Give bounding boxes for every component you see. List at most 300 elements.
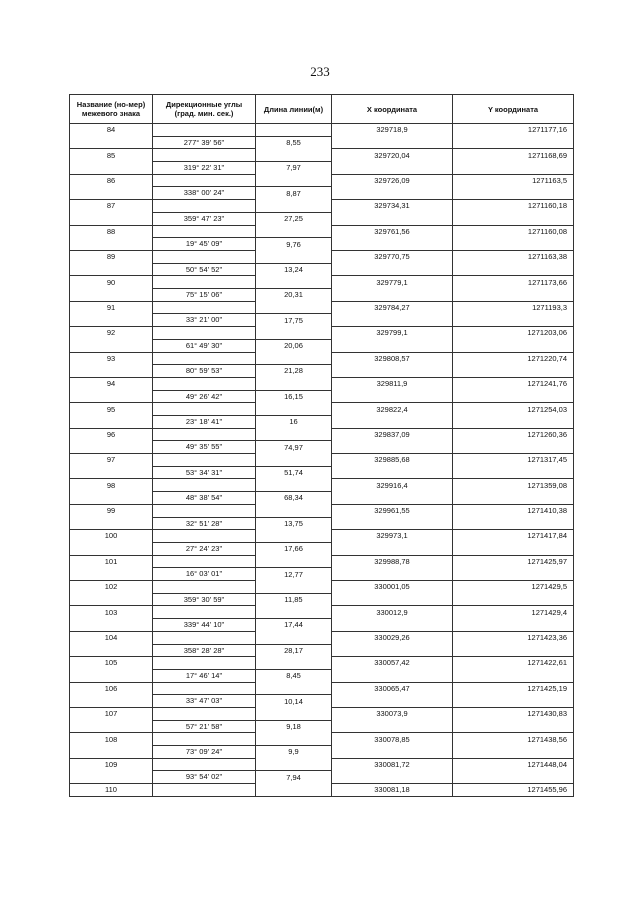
empty-cell [332,238,453,251]
point-name-cell: 102 [70,581,153,594]
empty-cell [70,314,153,327]
empty-cell [332,263,453,276]
table-row-point [70,352,574,365]
page-number: 233 [310,64,330,79]
empty-cell [70,136,153,149]
empty-cell [332,390,453,403]
line-length-cell: 68,34 [256,492,332,505]
table-row-point [70,200,574,213]
empty-cell [153,657,256,670]
empty-cell [453,466,574,479]
table-row-point [70,530,574,543]
x-coordinate-cell: 330073,9 [332,707,453,720]
empty-cell [256,733,332,746]
empty-cell [453,212,574,225]
empty-cell [453,365,574,378]
empty-cell [153,504,256,517]
empty-cell [256,784,332,797]
empty-cell [153,479,256,492]
point-name-cell: 97 [70,454,153,467]
direction-angle-cell: 49° 26' 42" [153,390,256,403]
table-row-point [70,403,574,416]
empty-cell [153,758,256,771]
empty-cell [332,517,453,530]
y-coordinate-cell: 1271417,84 [453,530,574,543]
empty-cell [153,124,256,137]
table-row-segment [70,517,574,530]
x-coordinate-cell: 329770,75 [332,250,453,263]
empty-cell [332,339,453,352]
table-row-point [70,377,574,390]
empty-cell [70,466,153,479]
empty-cell [332,619,453,632]
line-length-cell: 21,28 [256,365,332,378]
empty-cell [70,441,153,454]
empty-cell [70,746,153,759]
x-coordinate-cell: 329808,57 [332,352,453,365]
empty-cell [70,695,153,708]
x-coordinate-cell: 329718,9 [332,124,453,137]
table-row-segment [70,669,574,682]
line-length-cell: 16 [256,415,332,428]
direction-angle-cell: 359° 47' 23" [153,212,256,225]
empty-cell [453,492,574,505]
empty-cell [453,263,574,276]
y-coordinate-cell: 1271425,19 [453,682,574,695]
point-name-cell: 95 [70,403,153,416]
line-length-cell: 28,17 [256,644,332,657]
line-length-cell: 74,97 [256,441,332,454]
empty-cell [256,250,332,263]
x-coordinate-cell: 330012,9 [332,606,453,619]
table-row-point [70,276,574,289]
empty-cell [153,149,256,162]
direction-angle-cell: 57° 21' 58" [153,720,256,733]
table-row-segment [70,212,574,225]
point-name-cell: 106 [70,682,153,695]
x-coordinate-cell: 329779,1 [332,276,453,289]
direction-angle-cell: 53° 34' 31" [153,466,256,479]
header-x-coordinate: X координата [332,95,453,124]
direction-angle-cell: 48° 38' 54" [153,492,256,505]
empty-cell [453,542,574,555]
direction-angle-cell: 16° 03' 01" [153,568,256,581]
x-coordinate-cell: 330078,85 [332,733,453,746]
y-coordinate-cell: 1271448,04 [453,758,574,771]
point-name-cell: 109 [70,758,153,771]
x-coordinate-cell: 329916,4 [332,479,453,492]
y-coordinate-cell: 1271168,69 [453,149,574,162]
line-length-cell: 13,24 [256,263,332,276]
table-row-segment [70,441,574,454]
line-length-cell: 10,14 [256,695,332,708]
empty-cell [256,454,332,467]
empty-cell [453,162,574,175]
empty-cell [70,339,153,352]
line-length-cell: 16,15 [256,390,332,403]
empty-cell [256,301,332,314]
y-coordinate-cell: 1271438,56 [453,733,574,746]
point-name-cell: 105 [70,657,153,670]
table-row-point [70,682,574,695]
table-row-segment [70,492,574,505]
empty-cell [70,162,153,175]
table-row-point [70,631,574,644]
empty-cell [256,606,332,619]
empty-cell [256,657,332,670]
empty-cell [70,212,153,225]
empty-cell [70,263,153,276]
direction-angle-cell: 32° 51' 28" [153,517,256,530]
empty-cell [256,174,332,187]
point-name-cell: 110 [70,784,153,797]
boundary-coordinates-table [69,94,574,797]
empty-cell [332,542,453,555]
table-row-point [70,733,574,746]
y-coordinate-cell: 1271423,36 [453,631,574,644]
line-length-cell: 7,97 [256,162,332,175]
empty-cell [153,555,256,568]
point-name-cell: 84 [70,124,153,137]
table-row-point [70,149,574,162]
table-row-point [70,657,574,670]
table-row-point [70,479,574,492]
direction-angle-cell: 358° 28' 28" [153,644,256,657]
y-coordinate-cell: 1271241,76 [453,377,574,390]
y-coordinate-cell: 1271422,61 [453,657,574,670]
table-row-point [70,581,574,594]
y-coordinate-cell: 1271254,03 [453,403,574,416]
table-row-point [70,124,574,137]
empty-cell [453,187,574,200]
empty-cell [153,784,256,797]
direction-angle-cell: 75° 15' 06" [153,289,256,302]
empty-cell [70,289,153,302]
empty-cell [453,136,574,149]
x-coordinate-cell: 329761,56 [332,225,453,238]
y-coordinate-cell: 1271425,97 [453,555,574,568]
empty-cell [153,403,256,416]
x-coordinate-cell: 330029,26 [332,631,453,644]
x-coordinate-cell: 329822,4 [332,403,453,416]
empty-cell [70,771,153,784]
direction-angle-cell: 277° 39' 56" [153,136,256,149]
empty-cell [70,619,153,632]
table-row-segment [70,771,574,784]
empty-cell [332,669,453,682]
table-row-segment [70,289,574,302]
table-body [70,124,574,797]
empty-cell [153,454,256,467]
table-row-point [70,707,574,720]
empty-cell [70,365,153,378]
empty-cell [153,200,256,213]
table-row-segment [70,720,574,733]
line-length-cell: 7,94 [256,771,332,784]
empty-cell [256,631,332,644]
empty-cell [453,415,574,428]
y-coordinate-cell: 1271203,06 [453,327,574,340]
empty-cell [70,593,153,606]
x-coordinate-cell: 329726,09 [332,174,453,187]
line-length-cell: 17,66 [256,542,332,555]
empty-cell [453,568,574,581]
empty-cell [256,555,332,568]
point-name-cell: 107 [70,707,153,720]
direction-angle-cell: 319° 22' 31" [153,162,256,175]
line-length-cell: 17,75 [256,314,332,327]
table-row-segment [70,695,574,708]
y-coordinate-cell: 1271173,66 [453,276,574,289]
line-length-cell: 9,76 [256,238,332,251]
x-coordinate-cell: 329811,9 [332,377,453,390]
empty-cell [153,682,256,695]
direction-angle-cell: 50° 54' 52" [153,263,256,276]
empty-cell [332,771,453,784]
line-length-cell: 51,74 [256,466,332,479]
line-length-cell: 11,85 [256,593,332,606]
y-coordinate-cell: 1271455,96 [453,784,574,797]
empty-cell [332,212,453,225]
direction-angle-cell: 339° 44' 10" [153,619,256,632]
y-coordinate-cell: 1271160,08 [453,225,574,238]
empty-cell [332,162,453,175]
empty-cell [256,682,332,695]
empty-cell [256,403,332,416]
empty-cell [256,428,332,441]
empty-cell [70,720,153,733]
empty-cell [70,542,153,555]
empty-cell [70,415,153,428]
point-name-cell: 108 [70,733,153,746]
table-row-point [70,250,574,263]
empty-cell [153,606,256,619]
x-coordinate-cell: 329973,1 [332,530,453,543]
direction-angle-cell: 93° 54' 02" [153,771,256,784]
empty-cell [153,428,256,441]
empty-cell [453,720,574,733]
empty-cell [332,466,453,479]
x-coordinate-cell: 329720,04 [332,149,453,162]
table-row-point [70,504,574,517]
table-header [70,95,574,124]
point-name-cell: 86 [70,174,153,187]
direction-angle-cell: 73° 09' 24" [153,746,256,759]
empty-cell [153,581,256,594]
empty-cell [332,644,453,657]
table-row-segment [70,593,574,606]
table-row-point [70,428,574,441]
empty-cell [453,390,574,403]
direction-angle-cell: 17° 46' 14" [153,669,256,682]
header-y-coordinate: Y координата [453,95,574,124]
header-direction-angle: Дирекционные углы (град. мин. сек.) [153,95,256,124]
x-coordinate-cell: 330065,47 [332,682,453,695]
point-name-cell: 89 [70,250,153,263]
table-row-segment [70,542,574,555]
empty-cell [153,174,256,187]
empty-cell [256,504,332,517]
line-length-cell: 27,25 [256,212,332,225]
empty-cell [256,530,332,543]
table-row-point [70,758,574,771]
table-row-point [70,606,574,619]
table-row-point [70,174,574,187]
empty-cell [256,200,332,213]
table-row-segment [70,390,574,403]
empty-cell [70,390,153,403]
empty-cell [453,314,574,327]
line-length-cell: 8,55 [256,136,332,149]
table-row-segment [70,339,574,352]
empty-cell [153,250,256,263]
direction-angle-cell: 49° 35' 55" [153,441,256,454]
empty-cell [453,695,574,708]
point-name-cell: 103 [70,606,153,619]
empty-cell [153,631,256,644]
y-coordinate-cell: 1271260,36 [453,428,574,441]
line-length-cell: 20,06 [256,339,332,352]
line-length-cell: 12,77 [256,568,332,581]
table-row-point [70,225,574,238]
empty-cell [153,327,256,340]
y-coordinate-cell: 1271193,3 [453,301,574,314]
table-row-segment [70,568,574,581]
x-coordinate-cell: 329837,09 [332,428,453,441]
x-coordinate-cell: 330057,42 [332,657,453,670]
table-row-segment [70,365,574,378]
x-coordinate-cell: 329799,1 [332,327,453,340]
direction-angle-cell: 33° 47' 03" [153,695,256,708]
empty-cell [332,136,453,149]
empty-cell [153,377,256,390]
empty-cell [453,441,574,454]
direction-angle-cell: 80° 59' 53" [153,365,256,378]
empty-cell [256,352,332,365]
table-row-point [70,327,574,340]
point-name-cell: 91 [70,301,153,314]
y-coordinate-cell: 1271177,16 [453,124,574,137]
empty-cell [153,707,256,720]
empty-cell [256,479,332,492]
empty-cell [153,301,256,314]
table-row-segment [70,746,574,759]
header-point-name: Название (но-мер) межевого знака [70,95,153,124]
y-coordinate-cell: 1271429,5 [453,581,574,594]
table-row-segment [70,162,574,175]
table-row-segment [70,644,574,657]
empty-cell [70,669,153,682]
empty-cell [256,276,332,289]
empty-cell [453,517,574,530]
empty-cell [332,441,453,454]
empty-cell [332,187,453,200]
table-row-segment [70,466,574,479]
empty-cell [332,593,453,606]
empty-cell [332,365,453,378]
point-name-cell: 101 [70,555,153,568]
point-name-cell: 92 [70,327,153,340]
empty-cell [256,758,332,771]
empty-cell [256,124,332,137]
empty-cell [332,415,453,428]
line-length-cell: 9,18 [256,720,332,733]
point-name-cell: 88 [70,225,153,238]
empty-cell [256,707,332,720]
point-name-cell: 96 [70,428,153,441]
point-name-cell: 104 [70,631,153,644]
x-coordinate-cell: 329961,55 [332,504,453,517]
point-name-cell: 85 [70,149,153,162]
empty-cell [453,771,574,784]
empty-cell [153,733,256,746]
point-name-cell: 94 [70,377,153,390]
x-coordinate-cell: 329784,27 [332,301,453,314]
empty-cell [70,517,153,530]
empty-cell [453,238,574,251]
table-row-segment [70,238,574,251]
direction-angle-cell: 19° 45' 09" [153,238,256,251]
y-coordinate-cell: 1271317,45 [453,454,574,467]
empty-cell [70,644,153,657]
x-coordinate-cell: 330001,05 [332,581,453,594]
direction-angle-cell: 27° 24' 23" [153,542,256,555]
empty-cell [153,352,256,365]
y-coordinate-cell: 1271163,38 [453,250,574,263]
y-coordinate-cell: 1271160,18 [453,200,574,213]
empty-cell [332,720,453,733]
line-length-cell: 8,87 [256,187,332,200]
y-coordinate-cell: 1271163,5 [453,174,574,187]
empty-cell [256,327,332,340]
empty-cell [70,238,153,251]
table-row-point [70,555,574,568]
table-row-segment [70,415,574,428]
empty-cell [153,276,256,289]
point-name-cell: 98 [70,479,153,492]
table-row-point [70,301,574,314]
empty-cell [70,492,153,505]
direction-angle-cell: 33° 21' 00" [153,314,256,327]
empty-cell [256,225,332,238]
empty-cell [453,593,574,606]
line-length-cell: 8,45 [256,669,332,682]
empty-cell [70,568,153,581]
empty-cell [332,746,453,759]
empty-cell [153,225,256,238]
empty-cell [453,289,574,302]
direction-angle-cell: 61° 49' 30" [153,339,256,352]
empty-cell [332,289,453,302]
empty-cell [453,619,574,632]
table-row-segment [70,314,574,327]
direction-angle-cell: 359° 30' 59" [153,593,256,606]
table-row-segment [70,187,574,200]
line-length-cell: 20,31 [256,289,332,302]
empty-cell [332,568,453,581]
point-name-cell: 99 [70,504,153,517]
point-name-cell: 90 [70,276,153,289]
line-length-cell: 9,9 [256,746,332,759]
point-name-cell: 87 [70,200,153,213]
empty-cell [153,530,256,543]
empty-cell [332,492,453,505]
table-row-point [70,784,574,797]
x-coordinate-cell: 330081,72 [332,758,453,771]
point-name-cell: 93 [70,352,153,365]
x-coordinate-cell: 330081,18 [332,784,453,797]
table-row-segment [70,619,574,632]
